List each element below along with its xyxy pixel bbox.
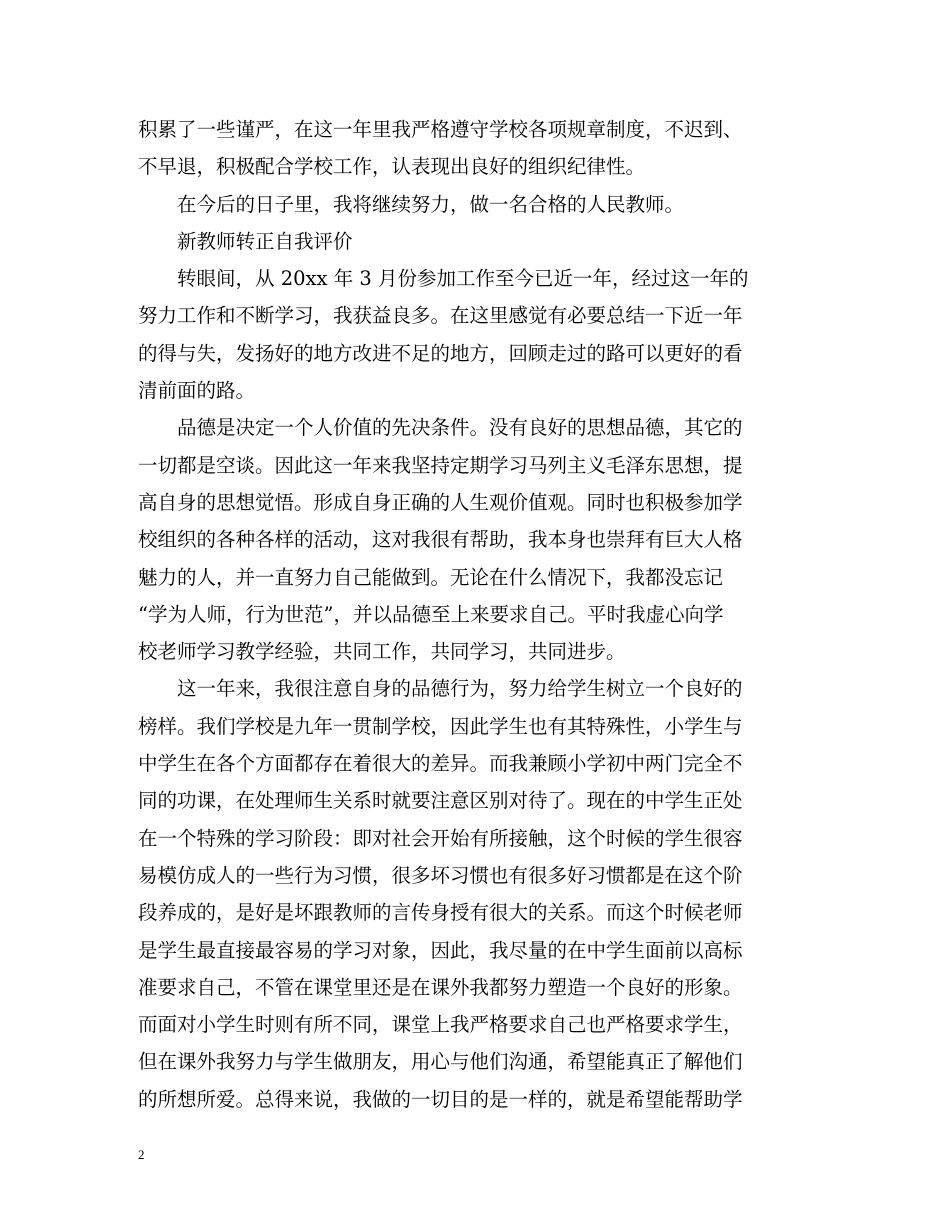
text-line: 校组织的各种各样的活动，这对我很有帮助，我本身也崇拜有巨大人格 — [138, 528, 743, 552]
body-text — [138, 111, 812, 1118]
text-line: 校老师学习教学经验，共同工作，共同学习，共同进步。 — [138, 640, 626, 664]
text-line: 易模仿成人的一些行为习惯，很多坏习惯也有很多好习惯都是在这个阶 — [138, 863, 743, 887]
text-line: 品德是决定一个人价值的先决条件。没有良好的思想品德，其它的 — [138, 416, 743, 440]
text-line: 段养成的，是好是坏跟教师的言传身授有很大的关系。而这个时候老师 — [138, 901, 743, 925]
text-line: 准要求自己，不管在课堂里还是在课外我都努力塑造一个良好的形象。 — [138, 975, 743, 999]
text-line: 的得与失，发扬好的地方改进不足的地方，回顾走过的路可以更好的看 — [138, 341, 743, 365]
text-line: 但在课外我努力与学生做朋友，用心与他们沟通，希望能真正了解他们 — [138, 1050, 743, 1074]
text-line: 一切都是空谈。因此这一年来我坚持定期学习马列主义毛泽东思想，提 — [138, 453, 743, 477]
text-line: 不早退，积极配合学校工作，认表现出良好的组织纪律性。 — [138, 155, 646, 179]
text-line: 努力工作和不断学习，我获益良多。在这里感觉有必要总结一下近一年 — [138, 304, 743, 328]
page-number: 2 — [138, 1147, 145, 1162]
text-line: 榜样。我们学校是九年一贯制学校，因此学生也有其特殊性，小学生与 — [138, 714, 743, 738]
text-line: “学为人师，行为世范”，并以品德至上来要求自己。平时我虚心向学 — [138, 602, 724, 626]
text-line: 魅力的人，并一直努力自己能做到。无论在什么情况下，我都没忘记 — [138, 565, 724, 589]
text-line: 清前面的路。 — [138, 379, 256, 403]
text-line: 积累了一些谨严，在这一年里我严格遵守学校各项规章制度，不迟到、 — [138, 118, 743, 141]
text-line: 这一年来，我很注意自身的品德行为，努力给学生树立一个良好的 — [138, 677, 743, 701]
text-line: 高自身的思想觉悟。形成自身正确的人生观价值观。同时也积极参加学 — [138, 490, 743, 514]
text-line: 在一个特殊的学习阶段：即对社会开始有所接触，这个时候的学生很容 — [138, 826, 743, 850]
section-heading: 新教师转正自我评价 — [138, 229, 353, 253]
text-line: 的所想所爱。总得来说，我做的一切目的是一样的，就是希望能帮助学 — [138, 1087, 743, 1111]
text-line: 同的功课，在处理师生关系时就要注意区别对待了。现在的中学生正处 — [138, 789, 743, 813]
text-line: 而面对小学生时则有所不同，课堂上我严格要求自己也严格要求学生， — [138, 1013, 743, 1037]
text-line: 在今后的日子里，我将继续努力，做一名合格的人民教师。 — [138, 192, 685, 216]
text-line: 转眼间，从 20xx 年 3 月份参加工作至今已近一年，经过这一年的 — [138, 267, 749, 291]
text-line: 中学生在各个方面都存在着很大的差异。而我兼顾小学初中两门完全不 — [138, 752, 743, 776]
text-line: 是学生最直接最容易的学习对象，因此，我尽量的在中学生面前以高标 — [138, 938, 743, 962]
